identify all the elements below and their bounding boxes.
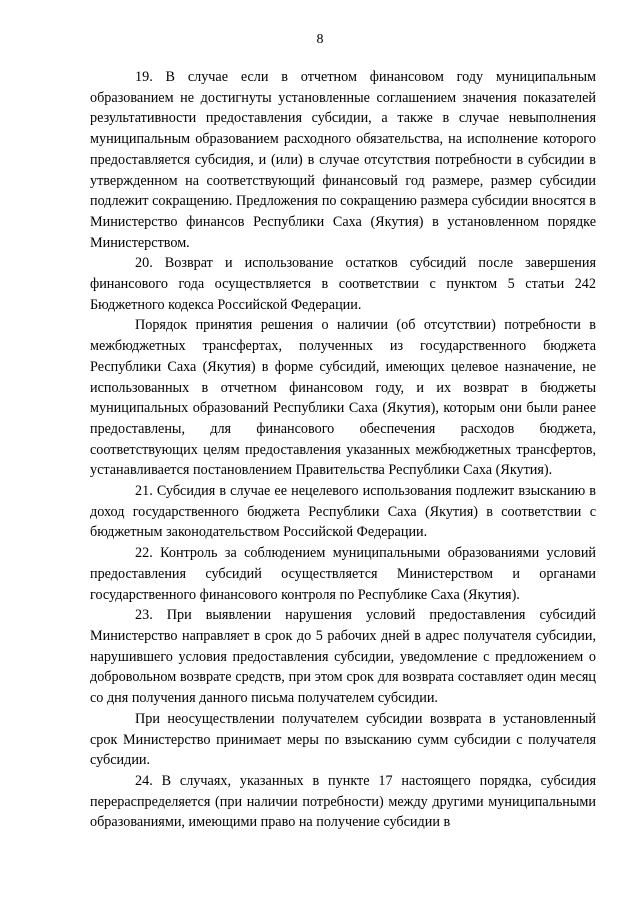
paragraph-22: 22. Контроль за соблюдением муниципальными образованиями условий предоставления субсидий осуществляется Министерством и органами государственного финансового контроля по Республике Саха (Якутия). <box>90 545 596 603</box>
paragraph-21: 21. Субсидия в случае ее нецелевого использования подлежит взысканию в доход государственного бюджета Республики Саха (Якутия) в соответствии с бюджетным законодательством Российской Федерации. <box>90 483 596 541</box>
paragraph-20-procedure: Порядок принятия решения о наличии (об отсутствии) потребности в межбюджетных трансфертах, полученных из государственного бюджета Республики Саха (Якутия) в форме субсидий, имеющих целевое назначение, не использованных в отчетном финансовом году, и их возврат в бюджеты муниципальных образований Республики Саха (Якутия), которым они были ранее предоставлены, для финансового обеспечения расходов бюджета, соответствующих целям предоставления указанных межбюджетных трансфертов, устанавливается постановлением Правительства Республики Саха (Якутия). <box>90 317 596 479</box>
paragraph-24: 24. В случаях, указанных в пункте 17 настоящего порядка, субсидия перераспределяется (при наличии потребности) между другими муниципальными образованиями, имеющими право на получение субсидии в <box>90 772 596 831</box>
document-body <box>90 67 596 833</box>
paragraph-23-enforcement: При неосуществлении получателем субсидии возврата в установленный срок Министерство принимает меры по взысканию сумм субсидии с получателя субсидии. <box>90 710 596 769</box>
paragraph-20: 20. Возврат и использование остатков субсидий после завершения финансового года осуществляется в соответствии с пунктом 5 статьи 242 Бюджетного кодекса Российской Федерации. <box>90 255 596 313</box>
paragraph-19: 19. В случае если в отчетном финансовом году муниципальным образованием не достигнуты установленные соглашением значения показателей результативности предоставления субсидии, а также в случае невыполнения муниципальным образованием расходного обязательства, на исполнение которого предоставляется субсидия, и (или) в случае отсутствия потребности в субсидии в утвержденном на соответствующий финансовый год размере, размер субсидии подлежит сокращению. Предложения по сокращению размера субсидии вносятся в Министерство финансов Республики Саха (Якутия) в установленном порядке Министерством. <box>90 69 596 251</box>
paragraph-23: 23. При выявлении нарушения условий предоставления субсидий Министерство направляет в срок до 5 рабочих дней в адрес получателя субсидии, нарушившего условия предоставления субсидии, уведомление с предложением о добровольном возврате средств, при этом срок для возврата составляет один месяц со дня получения данного письма получателем субсидии. <box>90 607 596 707</box>
page-number: 8 <box>316 32 324 47</box>
